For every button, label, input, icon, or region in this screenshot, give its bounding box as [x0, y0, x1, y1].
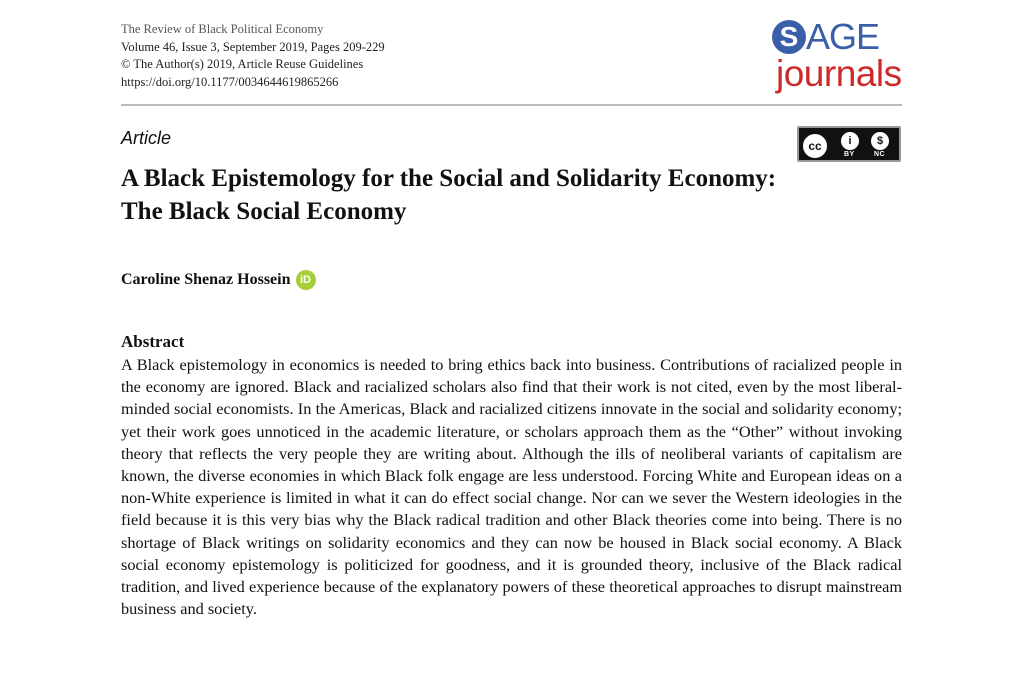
cc-by-label: BY: [844, 151, 855, 158]
article-metadata: [121, 21, 385, 91]
abstract-heading: Abstract: [121, 332, 185, 351]
sage-s-mark: S: [772, 20, 806, 54]
cc-nc-label: NC: [874, 151, 886, 158]
article-type: Article: [121, 128, 172, 148]
sage-age-text: AGE: [806, 16, 880, 57]
journal-name: The Review of Black Political Economy: [121, 22, 324, 36]
author-name[interactable]: Caroline Shenaz Hossein: [121, 271, 291, 288]
header-divider: [121, 104, 902, 106]
copyright-line[interactable]: © The Author(s) 2019, Article Reuse Guidelines: [121, 57, 364, 71]
sage-journals-logo: [772, 16, 904, 98]
cc-by-nc-icon[interactable]: [797, 126, 901, 162]
cc-icon: cc: [801, 132, 829, 160]
abstract-text: A Black epistemology in economics is needed to bring ethics back into business. Contributions of racialized people in the economy are ignored. Black and racialized scholars also find that their work is not cited, even by the most liberal-minded social economists. In the Americas, Black and racialized citizens innovate in the social and solidarity economy; yet their work goes unnoticed in the academic literature, or scholars approach them as the “Other” without invoking theory that reflects the very people they are writing about. Although the ills of neoliberal variants of capitalism are known, the diverse economies in which Black folk engage are less understood. Forcing White and European ideas on a non-White experience is limited in what it can do effect social change. Nor can we sever the Western ideologies in the field because it is this very bias why the Black radical tradition and other Black theories come into being. There is no shortage of Black writings on solidarity economics and they can now be housed in Black social economy. A Black social economy epistemology is politicized for goodness, and it is grounded theory, inclusive of the Black radical tradition, and lived experience because of the explanatory powers of these theoretical approaches to disrupt mainstream business and society.: [121, 355, 902, 619]
author-line: [121, 270, 316, 290]
journals-wordmark: journals: [776, 53, 902, 94]
orcid-icon[interactable]: iD: [296, 270, 316, 290]
nc-dollar-icon: $: [869, 130, 891, 152]
volume-info: Volume 46, Issue 3, September 2019, Pages 209-229: [121, 39, 385, 54]
doi-link[interactable]: https://doi.org/10.1177/0034644619865266: [121, 74, 339, 89]
article-title: A Black Epistemology for the Social and Solidarity Economy: The Black Social Economy: [121, 165, 777, 225]
by-person-icon: i: [839, 130, 861, 152]
